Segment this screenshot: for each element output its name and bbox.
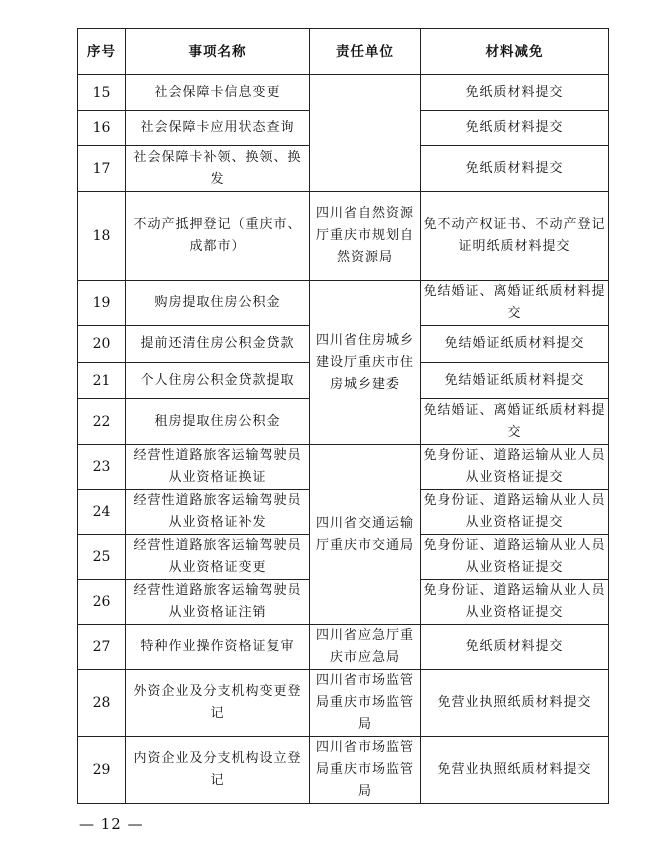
material-relief: 免结婚证、离婚证纸质材料提交 bbox=[421, 281, 609, 326]
row-number: 24 bbox=[78, 490, 126, 535]
material-relief: 免结婚证、离婚证纸质材料提交 bbox=[421, 399, 609, 445]
items-table bbox=[77, 28, 609, 804]
material-relief: 免纸质材料提交 bbox=[421, 111, 609, 146]
item-name: 社会保障卡信息变更 bbox=[126, 75, 310, 111]
page-number: — 12 — bbox=[79, 815, 144, 833]
item-name: 经营性道路旅客运输驾驶员从业资格证注销 bbox=[126, 580, 310, 625]
item-name: 经营性道路旅客运输驾驶员从业资格证补发 bbox=[126, 490, 310, 535]
item-name: 社会保障卡应用状态查询 bbox=[126, 111, 310, 146]
row-number: 26 bbox=[78, 580, 126, 625]
row-number: 29 bbox=[78, 737, 126, 804]
table-row bbox=[78, 670, 609, 737]
item-name: 内资企业及分支机构设立登记 bbox=[126, 737, 310, 804]
row-number: 16 bbox=[78, 111, 126, 146]
responsible-unit: 四川省自然资源厅重庆市规划自然资源局 bbox=[310, 192, 421, 281]
item-name: 购房提取住房公积金 bbox=[126, 281, 310, 326]
row-number: 25 bbox=[78, 535, 126, 580]
row-number: 22 bbox=[78, 399, 126, 445]
item-name: 外资企业及分支机构变更登记 bbox=[126, 670, 310, 737]
material-relief: 免营业执照纸质材料提交 bbox=[421, 737, 609, 804]
responsible-unit-blank bbox=[310, 75, 421, 192]
responsible-unit: 四川省市场监管局重庆市场监管局 bbox=[310, 737, 421, 804]
header-number: 序号 bbox=[78, 29, 126, 75]
row-number: 18 bbox=[78, 192, 126, 281]
item-name: 特种作业操作资格证复审 bbox=[126, 625, 310, 670]
row-number: 23 bbox=[78, 445, 126, 490]
material-relief: 免身份证、道路运输从业人员从业资格证提交 bbox=[421, 535, 609, 580]
header-item-name: 事项名称 bbox=[126, 29, 310, 75]
responsible-unit: 四川省交通运输厅重庆市交通局 bbox=[310, 445, 421, 625]
material-relief: 免结婚证纸质材料提交 bbox=[421, 363, 609, 399]
material-relief: 免结婚证纸质材料提交 bbox=[421, 326, 609, 363]
responsible-unit: 四川省住房城乡建设厅重庆市住房城乡建委 bbox=[310, 281, 421, 445]
responsible-unit: 四川省市场监管局重庆市场监管局 bbox=[310, 670, 421, 737]
item-name: 经营性道路旅客运输驾驶员从业资格证换证 bbox=[126, 445, 310, 490]
table-header-row bbox=[78, 29, 609, 75]
table-row bbox=[78, 737, 609, 804]
item-name: 个人住房公积金贷款提取 bbox=[126, 363, 310, 399]
table-row bbox=[78, 281, 609, 326]
material-relief: 免身份证、道路运输从业人员从业资格证提交 bbox=[421, 490, 609, 535]
row-number: 27 bbox=[78, 625, 126, 670]
table-row bbox=[78, 192, 609, 281]
item-name: 提前还清住房公积金贷款 bbox=[126, 326, 310, 363]
material-relief: 免不动产权证书、不动产登记证明纸质材料提交 bbox=[421, 192, 609, 281]
header-responsible-unit: 责任单位 bbox=[310, 29, 421, 75]
row-number: 28 bbox=[78, 670, 126, 737]
item-name: 租房提取住房公积金 bbox=[126, 399, 310, 445]
material-relief: 免营业执照纸质材料提交 bbox=[421, 670, 609, 737]
table-row bbox=[78, 625, 609, 670]
table-row bbox=[78, 445, 609, 490]
responsible-unit: 四川省应急厅重庆市应急局 bbox=[310, 625, 421, 670]
row-number: 15 bbox=[78, 75, 126, 111]
item-name: 社会保障卡补领、换领、换发 bbox=[126, 146, 310, 192]
row-number: 19 bbox=[78, 281, 126, 326]
material-relief: 免纸质材料提交 bbox=[421, 146, 609, 192]
material-relief: 免身份证、道路运输从业人员从业资格证提交 bbox=[421, 445, 609, 490]
item-name: 不动产抵押登记（重庆市、成都市） bbox=[126, 192, 310, 281]
row-number: 21 bbox=[78, 363, 126, 399]
row-number: 20 bbox=[78, 326, 126, 363]
item-name: 经营性道路旅客运输驾驶员从业资格证变更 bbox=[126, 535, 310, 580]
material-relief: 免纸质材料提交 bbox=[421, 625, 609, 670]
material-relief: 免身份证、道路运输从业人员从业资格证提交 bbox=[421, 580, 609, 625]
material-relief: 免纸质材料提交 bbox=[421, 75, 609, 111]
table-row bbox=[78, 75, 609, 111]
header-material-relief: 材料减免 bbox=[421, 29, 609, 75]
row-number: 17 bbox=[78, 146, 126, 192]
